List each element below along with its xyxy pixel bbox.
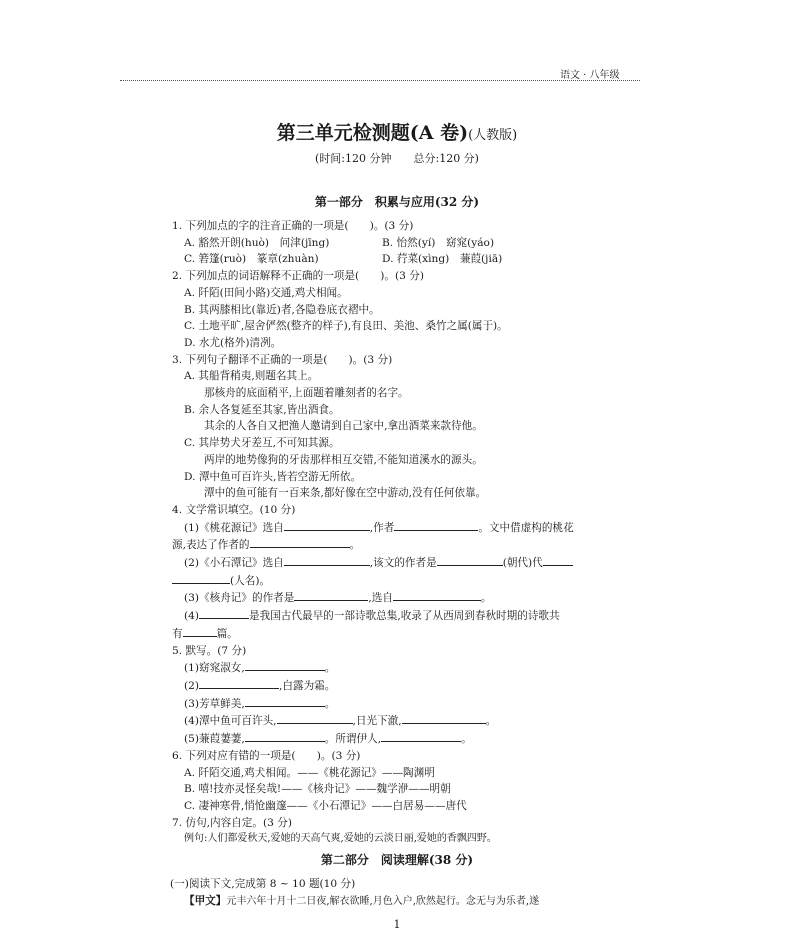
q5-text: 。 <box>485 715 497 728</box>
blank[interactable] <box>250 536 350 548</box>
title-edition: (人教版) <box>468 128 518 143</box>
page-header: 语文 · 八年级 <box>560 70 620 81</box>
q2-option-b: B. 其两膝相比(靠近)者,各隐卷底衣褶中。 <box>184 303 380 316</box>
blank[interactable] <box>277 712 353 724</box>
blank[interactable] <box>381 730 461 742</box>
q6-option-a: A. 阡陌交通,鸡犬相闻。——《桃花源记》——陶渊明 <box>184 766 435 779</box>
q4-text: 源,表达了作者的 <box>172 539 250 552</box>
blank[interactable] <box>543 554 573 566</box>
q5-text: 。 <box>324 697 336 710</box>
q4-text: (2)《小石潭记》选自 <box>184 557 284 570</box>
q3-option-d: D. 潭中鱼可百许头,皆若空游无所依。 <box>184 470 362 483</box>
q3-translation-c: 两岸的地势像狗的牙齿那样相互交错,不能知道溪水的源头。 <box>204 453 483 466</box>
q4-stem: 4. 文学常识填空。(10 分) <box>172 503 296 516</box>
blank[interactable] <box>245 659 325 671</box>
q6-stem: 6. 下列对应有错的一项是( )。(3 分) <box>172 749 361 762</box>
q5-text: (1)窈窕淑女, <box>184 662 245 675</box>
blank[interactable] <box>284 519 370 531</box>
q4-text: 有 <box>172 627 183 640</box>
q5-text: (3)芳草鲜美, <box>184 697 245 710</box>
exam-subtitle: (时间:120 分钟 总分:120 分) <box>315 152 479 165</box>
q1-stem: 1. 下列加点的字的注音正确的一项是( )。(3 分) <box>172 220 414 232</box>
q5-text: 。所谓伊人, <box>324 733 382 746</box>
blank[interactable] <box>199 677 279 689</box>
reading-section <box>172 876 632 910</box>
q7-example: 例句:人们都爱秋天,爱她的天高气爽,爱她的云淡日丽,爱她的香飘四野。 <box>184 833 497 845</box>
q5-stem: 5. 默写。(7 分) <box>172 644 247 657</box>
q4-text: (朝代)代 <box>502 557 543 570</box>
part2-heading: 第二部分 阅读理解(38 分) <box>320 853 474 867</box>
blank[interactable] <box>294 589 368 601</box>
q3-option-b: B. 余人各复延至其家,皆出酒食。 <box>184 403 340 416</box>
q5-text: 。 <box>324 662 336 675</box>
blank[interactable] <box>402 712 486 724</box>
blank[interactable] <box>437 554 503 566</box>
q4-text: ,作者 <box>369 521 395 534</box>
q5-text: (4)潭中鱼可百许头, <box>184 715 277 728</box>
title-text: 第三单元检测题(A 卷) <box>276 122 469 144</box>
q2-option-a: A. 阡陌(田间小路)交通,鸡犬相闻。 <box>184 286 348 299</box>
q5-text: 。 <box>461 733 472 746</box>
blank[interactable] <box>245 730 325 742</box>
q1-option-c: C. 箬篷(ruò) 篆章(zhuàn) <box>184 253 319 266</box>
blank[interactable] <box>394 519 478 531</box>
q2-stem: 2. 下列加点的词语解释不正确的一项是( )。(3 分) <box>172 270 424 283</box>
q4-text: 篇。 <box>216 627 238 640</box>
q5-text: (2) <box>184 679 200 692</box>
blank[interactable] <box>245 695 325 707</box>
part1-heading: 第一部分 积累与应用(32 分) <box>314 195 480 209</box>
q5-text: (5)蒹葭萋萋, <box>184 733 245 746</box>
q7-stem: 7. 仿句,内容自定。(3 分) <box>172 816 292 829</box>
q3-option-a: A. 其船背稍夷,则题名其上。 <box>184 370 319 383</box>
q1-option-b: B. 怡然(yí) 窈窕(yáo) <box>382 236 495 249</box>
q4-text: ,该文的作者是 <box>369 557 437 570</box>
q6-option-c: C. 凄神寒骨,悄怆幽邃——《小石潭记》——白居易——唐代 <box>184 799 467 812</box>
blank[interactable] <box>172 572 230 584</box>
blank[interactable] <box>199 607 249 619</box>
q5-text: ,日光下澈, <box>352 715 402 728</box>
q4-text: 。 <box>349 539 361 552</box>
q4-text: ,选自 <box>368 592 393 605</box>
passage-tag: 【甲文】 <box>184 894 227 907</box>
reading-intro: (一)阅读下文,完成第 8 ~ 10 题(10 分) <box>170 878 356 890</box>
q2-option-c: C. 土地平旷,屋舍俨然(整齐的样子),有良田、美池、桑竹之属(属于)。 <box>184 320 508 333</box>
q3-translation-b: 其余的人各自又把渔人邀请到自己家中,拿出酒菜来款待他。 <box>204 420 483 433</box>
q4-text: (3)《核舟记》的作者是 <box>184 592 295 605</box>
passage-text: 元丰六年十月十二日夜,解衣欲睡,月色入户,欣然起行。念无与为乐者,遂 <box>226 895 540 907</box>
q3-translation-d: 潭中的鱼可能有一百来条,都好像在空中游动,没有任何依靠。 <box>204 487 487 500</box>
q5-text: ,白露为霜。 <box>279 679 336 692</box>
q2-option-d: D. 水尤(格外)清冽。 <box>184 336 282 349</box>
q4-text: 是我国古代最早的一部诗歌总集,收录了从西周到春秋时期的诗歌共 <box>249 610 560 623</box>
q4-text: (4) <box>184 610 200 623</box>
q1-option-a: A. 豁然开朗(huò) 问津(jīng) <box>184 236 330 249</box>
q3-option-c: C. 其岸势犬牙差互,不可知其源。 <box>184 437 340 450</box>
blank[interactable] <box>393 589 481 601</box>
q4-text: 。 <box>480 592 492 605</box>
page-number: 1 <box>393 918 401 931</box>
q3-translation-a: 那核舟的底面稍平,上面题着雕刻者的名字。 <box>204 387 409 400</box>
q6-option-b: B. 嘻!技亦灵怪矣哉!——《核舟记》——魏学洢——明朝 <box>184 783 451 796</box>
q1-option-d: D. 荇菜(xìng) 蒹葭(jiā) <box>382 253 503 266</box>
part1-questions <box>172 218 632 848</box>
blank[interactable] <box>183 625 217 637</box>
q4-text: (1)《桃花源记》选自 <box>184 521 284 534</box>
page-title <box>0 118 794 145</box>
q3-stem: 3. 下列句子翻译不正确的一项是( )。(3 分) <box>172 353 393 366</box>
header-divider <box>120 80 640 81</box>
q4-text: 。文中借虚构的桃花 <box>478 521 574 534</box>
q4-text: (人名)。 <box>230 574 271 587</box>
blank[interactable] <box>284 554 370 566</box>
